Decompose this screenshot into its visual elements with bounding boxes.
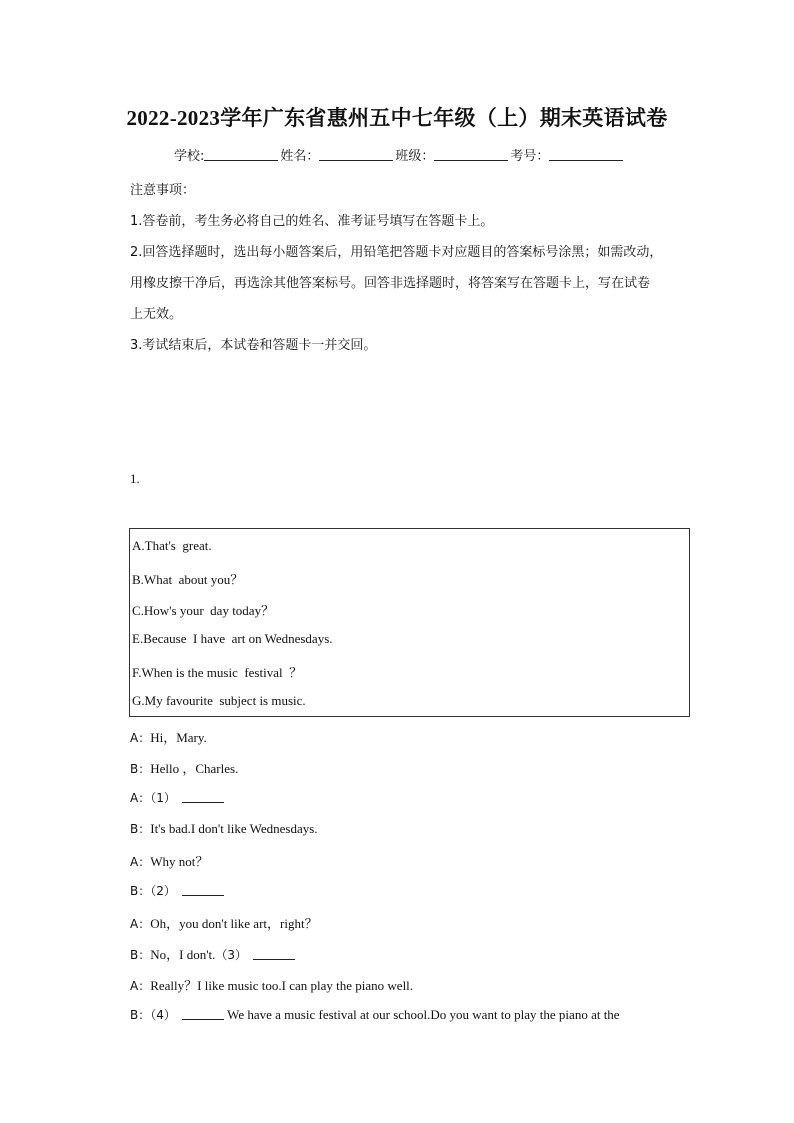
speaker-label: A： — [130, 855, 151, 869]
speaker-label: B： — [130, 1008, 151, 1022]
number-label: 考号： — [510, 149, 550, 164]
school-label: 学校: — [174, 149, 205, 164]
answer-blank[interactable] — [182, 884, 224, 896]
dialog-text: No，I don't. — [150, 947, 216, 962]
speaker-label: B： — [130, 822, 151, 836]
dialog-line — [130, 1006, 620, 1023]
blank-number: （1） — [150, 791, 176, 805]
name-blank[interactable] — [319, 148, 393, 161]
answer-blank[interactable] — [182, 1008, 224, 1020]
instruction-line: 3.考试结束后，本试卷和答题卡一并交回。 — [130, 338, 377, 353]
dialog-line — [130, 975, 413, 994]
dialog-line — [130, 882, 224, 899]
name-label: 姓名： — [280, 149, 320, 164]
option-item: G.My favourite subject is music. — [132, 693, 306, 708]
instruction-line: 上无效。 — [130, 307, 183, 322]
options-box — [129, 528, 690, 717]
option-item: F.When is the music festival ？ — [132, 665, 303, 680]
question-number: 1. — [130, 471, 140, 486]
student-info-line — [174, 145, 625, 164]
dialog-line — [130, 789, 224, 806]
dialog-text: Hello ，Charles. — [150, 761, 239, 776]
speaker-label: A： — [130, 791, 151, 805]
exam-title: 2022-2023学年广东省惠州五中七年级（上）期末英语试卷 — [126, 106, 668, 130]
speaker-label: A： — [130, 917, 151, 931]
option-item: B.What about you？ — [132, 572, 244, 587]
option-item: C.How's your day today？ — [132, 603, 275, 618]
speaker-label: A： — [130, 979, 151, 993]
speaker-label: B： — [130, 762, 151, 776]
school-blank[interactable] — [204, 148, 278, 161]
instruction-line: 用橡皮擦干净后，再选涂其他答案标号。回答非选择题时，将答案写在答题卡上，写在试卷 — [130, 276, 651, 291]
instruction-line: 2.回答选择题时，选出每小题答案后，用铅笔把答题卡对应题目的答案标号涂黑；如需改动， — [130, 245, 663, 260]
answer-blank[interactable] — [253, 948, 295, 960]
class-label: 班级： — [395, 149, 435, 164]
option-item: A.That's great. — [132, 538, 212, 553]
blank-number: （2） — [150, 884, 176, 898]
instructions-heading: 注意事项： — [130, 183, 196, 198]
dialog-line — [130, 913, 318, 932]
answer-blank[interactable] — [182, 791, 224, 803]
dialog-text: Hi，Mary. — [150, 730, 207, 745]
blank-number: （4） — [150, 1008, 176, 1022]
dialog-text: Why not？ — [150, 854, 209, 869]
instructions — [130, 175, 696, 361]
speaker-label: B： — [130, 948, 151, 962]
dialog-line — [130, 944, 295, 963]
speaker-label: A： — [130, 731, 151, 745]
dialog-line — [130, 820, 318, 837]
number-blank[interactable] — [549, 148, 623, 161]
dialog-text: Oh，you don't like art，right？ — [150, 916, 318, 931]
dialog-text: We have a music festival at our school.Do you want to play the piano at the — [227, 1007, 620, 1022]
dialog-line — [130, 758, 238, 777]
class-blank[interactable] — [434, 148, 508, 161]
dialog-text: It's bad.I don't like Wednesdays. — [150, 821, 318, 836]
blank-number: （3） — [215, 948, 248, 962]
dialog-line — [130, 727, 207, 746]
instruction-line: 1.答卷前，考生务必将自己的姓名、准考证号填写在答题卡上。 — [130, 214, 494, 229]
speaker-label: B： — [130, 884, 151, 898]
dialog-text: Really？I like music too.I can play the piano well. — [150, 978, 414, 993]
option-item: E.Because I have art on Wednesdays. — [132, 631, 333, 646]
dialog-line — [130, 851, 208, 870]
